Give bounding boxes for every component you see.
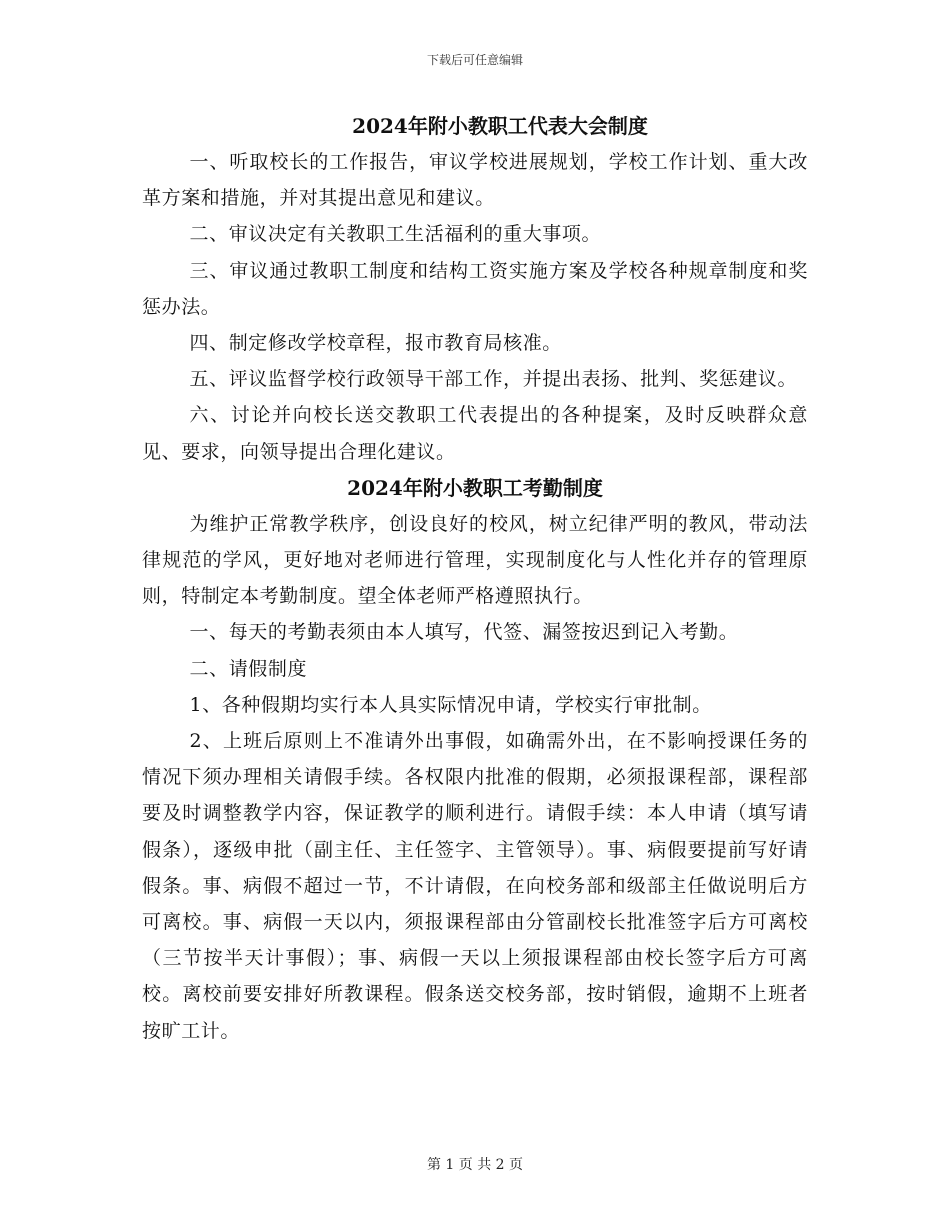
congress-paragraph-5: 五、评议监督学校行政领导干部工作，并提出表扬、批判、奖惩建议。 bbox=[189, 368, 798, 391]
congress-paragraph-1: 一、听取校长的工作报告，审议学校进展规划，学校工作计划、重大改革方案和措施，并对其提出意见和建议。 bbox=[142, 151, 808, 210]
document-body bbox=[142, 108, 808, 1049]
attendance-paragraph-1: 一、每天的考勤表须由本人填写，代签、漏签按迟到记入考勤。 bbox=[189, 621, 739, 644]
page-footer-number: 第 1 页 共 2 页 bbox=[426, 1157, 524, 1173]
page-header-note: 下载后可任意编辑 bbox=[426, 53, 523, 67]
attendance-intro-paragraph: 为维护正常教学秩序，创设良好的校风，树立纪律严明的教风，带动法律规范的学风，更好地对老师进行管理，实现制度化与人性化并存的管理原则，特制定本考勤制度。望全体老师严格遵照执行。 bbox=[142, 512, 808, 608]
section-title-attendance: 2024年附小教职工考勤制度 bbox=[347, 475, 603, 500]
congress-paragraph-2: 二、审议决定有关教职工生活福利的重大事项。 bbox=[189, 223, 602, 246]
congress-paragraph-4: 四、制定修改学校章程，报市教育局核准。 bbox=[189, 332, 562, 355]
attendance-paragraph-2: 二、请假制度 bbox=[189, 657, 308, 680]
congress-paragraph-3: 三、审议通过教职工制度和结构工资实施方案及学校各种规章制度和奖惩办法。 bbox=[142, 259, 808, 318]
congress-paragraph-6: 六、讨论并向校长送交教职工代表提出的各种提案，及时反映群众意见、要求，向领导提出合理化建议。 bbox=[142, 404, 808, 463]
attendance-paragraph-3: 1、各种假期均实行本人具实际情况申请，学校实行审批制。 bbox=[189, 693, 712, 716]
section-title-congress: 2024年附小教职工代表大会制度 bbox=[352, 114, 648, 138]
attendance-paragraph-4: 2、上班后原则上不准请外出事假，如确需外出，在不影响授课任务的情况下须办理相关请假手续。各权限内批准的假期，必须报课程部，课程部要及时调整教学内容，保证教学的顺利进行。请假手续：本人申请（填写请假条），逐级申批（副主任、主任签字、主管领导）。事、病假要提前写好请假条。事、病假不超过一节，不计请假，在向校务部和级部主任做说明后方可离校。事、病假一天以内，须报课程部由分管副校长批准签字后方可离校（三节按半天计事假）；事、病假一天以上须报课程部由校长签字后方可离校。离校前要安排好所教课程。假条送交校务部，按时销假，逾期不上班者按旷工计。 bbox=[142, 730, 808, 1042]
